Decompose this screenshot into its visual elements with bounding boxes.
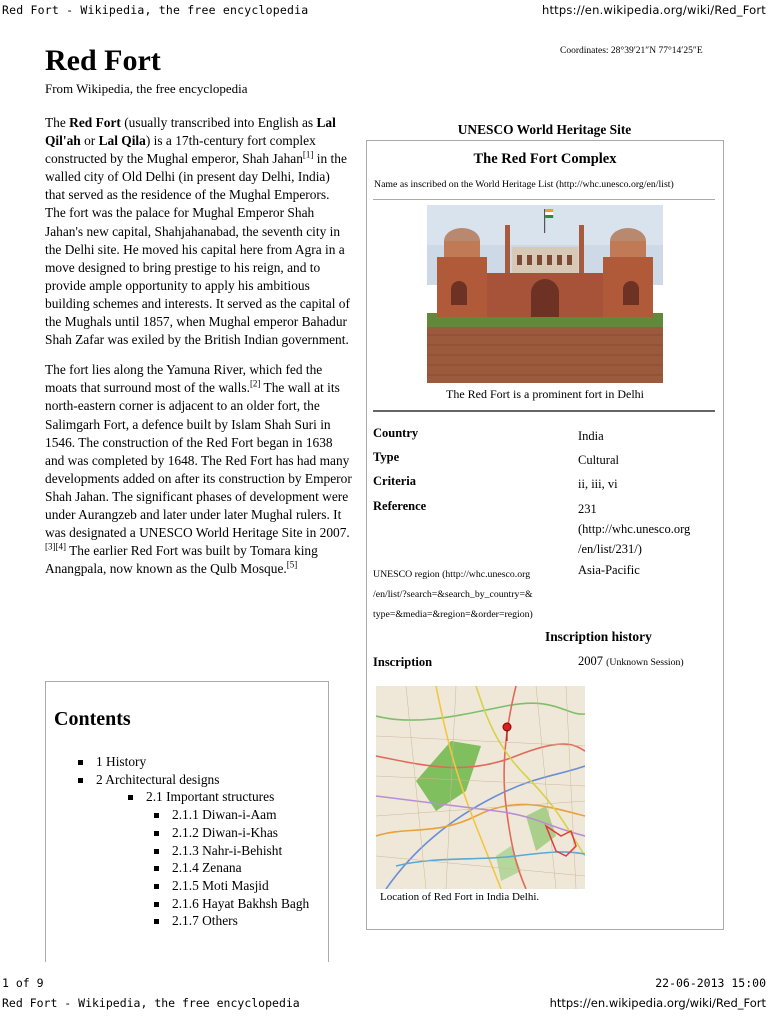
label: Type [373, 450, 400, 464]
inscription-history-heading: Inscription history [545, 629, 652, 644]
citation-3[interactable]: [3] [45, 541, 56, 552]
value[interactable]: India [578, 429, 604, 443]
label: Country [373, 426, 419, 440]
article-title: Red Fort [45, 44, 161, 77]
toc-item-important-structures[interactable]: 2.1 Important structures [128, 788, 309, 806]
inscription-label: Inscription [373, 655, 433, 669]
citation-1[interactable]: [1] [302, 149, 314, 160]
label: Reference [373, 499, 427, 513]
page-url-header[interactable]: https://en.wikipedia.org/wiki/Red_Fort [541, 3, 766, 17]
paragraph-location: The fort lies along the Yamuna River, which fed the moats that surround most of the walls.[2] The wall at its north-eastern corner is adjacent to an older fort, the Salimgarh Fort, a defence built by Islam Shah Suri in 1546. The construction of the Red Fort began in 1638 and was completed by 1648. The Red Fort has had many developments added on after its construction by Emperor Shah Jahan. The significant phases of development were under Aurangzeb and later under later Mughal rulers. It was designated a UNESCO World Heritage Site in 2007.[3][4] The earlier Red Fort was built by Tomara king Anangpala, now known as the Qulb Mosque.[5] [45, 362, 352, 577]
toc-item-diwan-i-khas[interactable]: 2.1.2 Diwan-i-Khas [154, 824, 309, 842]
article-subtitle: From Wikipedia, the free encyclopedia [45, 81, 248, 96]
timestamp: 22-06-2013 15:00 [655, 976, 766, 990]
toc-item-nahr-i-behisht[interactable]: 2.1.3 Nahr-i-Behisht [154, 842, 309, 860]
page-title-header: Red Fort - Wikipedia, the free encyclopedia [2, 3, 309, 17]
citation-5[interactable]: [5] [286, 559, 298, 570]
infobox-name-line[interactable]: Name as inscribed on the World Heritage List (http://whc.unesco.org/en/list) [374, 179, 674, 190]
infobox [366, 140, 724, 930]
page-indicator: 1 of 9 [2, 976, 44, 990]
map-caption: Location of Red Fort in India Delhi. [380, 891, 540, 903]
coordinates[interactable]: Coordinates: 28°39′21″N 77°14′25″E [560, 46, 703, 56]
page-url-header[interactable]: https://en.wikipedia.org/wiki/Red_Fort [549, 996, 766, 1010]
page-title-header: Red Fort - Wikipedia, the free encyclopedia [2, 996, 300, 1010]
infobox-caption: UNESCO World Heritage Site [457, 122, 632, 137]
inscription-value: 2007 (Unknown Session) [578, 654, 684, 668]
citation-2[interactable]: [2] [249, 378, 261, 389]
toc-item-zenana[interactable]: 2.1.4 Zenana [154, 859, 309, 877]
toc-item-moti-masjid[interactable]: 2.1.5 Moti Masjid [154, 877, 309, 895]
citation-4[interactable]: [4] [55, 541, 66, 552]
toc-item-others[interactable]: 2.1.7 Others [154, 912, 309, 930]
value: ii, iii, vi [578, 477, 618, 491]
toc-item-hayat-bakhsh-bagh[interactable]: 2.1.6 Hayat Bakhsh Bagh [154, 895, 309, 913]
infobox-title: The Red Fort Complex [473, 151, 617, 167]
region-label[interactable]: UNESCO region (http://whc.unesco.org /en/list/?search=&search_by_country=& type=&media=&region=&order=region) [373, 569, 533, 620]
image-caption: The Red Fort is a prominent fort in Delhi [446, 387, 644, 401]
toc-item-history[interactable]: 1 History [78, 753, 309, 771]
divider [373, 199, 715, 200]
value[interactable]: 231 (http://whc.unesco.org /en/list/231/) [578, 502, 691, 556]
table-of-contents [45, 681, 329, 962]
toc-item-diwan-i-aam[interactable]: 2.1.1 Diwan-i-Aam [154, 806, 309, 824]
red-fort-photo[interactable] [427, 205, 663, 383]
divider [373, 410, 715, 412]
contents-heading: Contents [54, 708, 131, 730]
region-value: Asia-Pacific [578, 563, 640, 577]
article-body [45, 114, 353, 590]
toc-item-architectural-designs[interactable]: 2 Architectural designs [78, 771, 309, 789]
delhi-location-map[interactable] [376, 686, 585, 889]
paragraph-intro: The Red Fort (usually transcribed into English as Lal Qil'ah or Lal Qila) is a 17th-century fort complex constructed by the Mughal emperor, Shah Jahan[1] in the walled city of Old Delhi (in present day Delhi, India) that served as the residence of the Mughal Emperors. The fort was the palace for Mughal Emperor Shah Jahan's new capital, Shahjahanabad, the seventh city in the Delhi site. He moved his capital here from Agra in a move designed to bring prestige to his reign, and to provide ample opportunity to apply his ambitious building schemes and interests. It served as the capital of the Mughals until 1857, when Mughal emperor Bahadur Shah Zafar was exiled by the British Indian government. [45, 115, 350, 348]
value[interactable]: Cultural [578, 453, 619, 467]
label: Criteria [373, 474, 417, 488]
